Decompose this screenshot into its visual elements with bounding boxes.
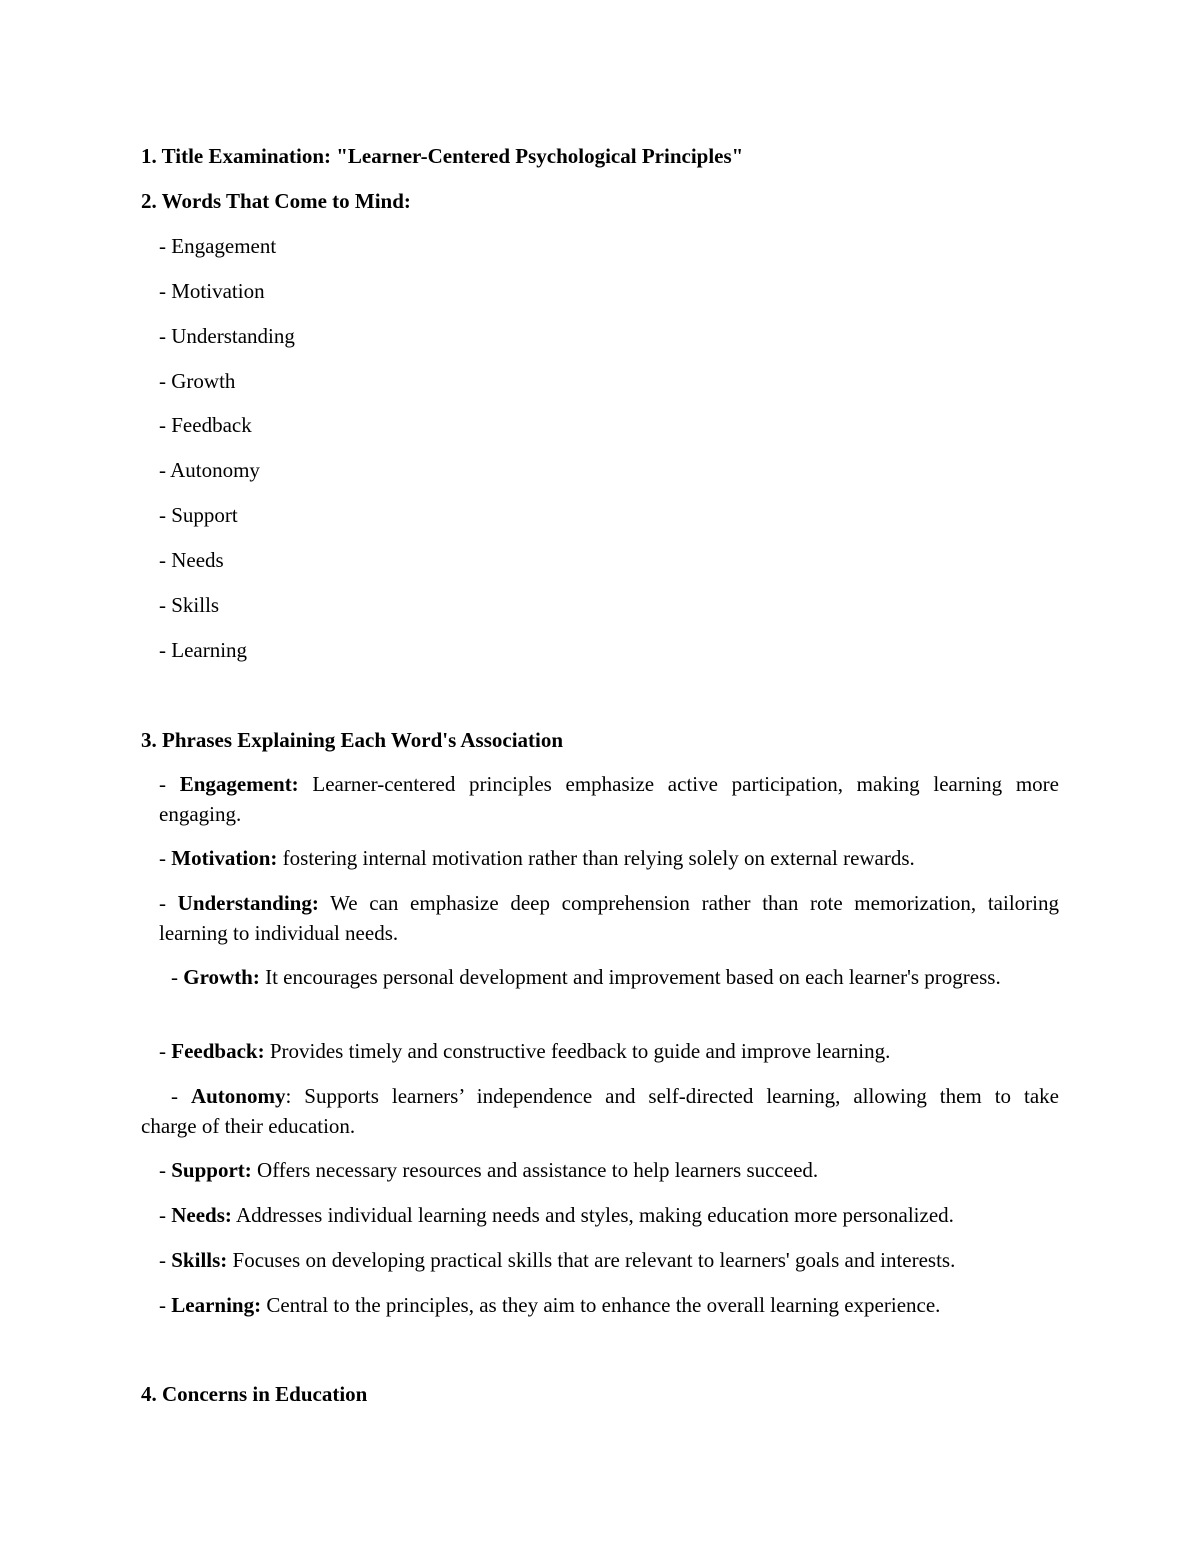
association-feedback (159, 1036, 1059, 1066)
association-skills (159, 1245, 1059, 1275)
association-term: Autonomy (190, 1084, 286, 1108)
association-needs (159, 1200, 1059, 1230)
association-text: Learner-centered principles emphasize active participation, making learning more engaging. (159, 772, 1059, 826)
association-growth (141, 962, 1059, 992)
association-learning (159, 1290, 1059, 1320)
association-engagement (159, 769, 1059, 829)
association-term: Needs: (171, 1203, 232, 1227)
association-term: Feedback: (171, 1039, 265, 1063)
association-prefix: - (159, 1039, 172, 1063)
list-item: - Growth (159, 369, 236, 393)
association-text: : Supports learners’ independence and self-directed learning, allowing them to take charge of their education. (141, 1084, 1096, 1138)
association-prefix: - (159, 1248, 172, 1272)
association-text: We can emphasize deep comprehension rather than rote memorization, tailoring learning to individual needs. (159, 891, 1059, 945)
association-prefix: - (159, 891, 178, 915)
list-item: - Understanding (159, 324, 295, 348)
association-term: Engagement: (179, 772, 299, 796)
list-item: - Motivation (159, 279, 265, 303)
list-item: - Learning (159, 638, 248, 662)
heading-phrases-association: 3. Phrases Explaining Each Word's Association (141, 728, 564, 752)
association-motivation (159, 843, 1059, 873)
association-term: Motivation: (171, 846, 278, 870)
association-text: It encourages personal development and improvement based on each learner's progress. (259, 965, 1001, 989)
association-term: Support: (171, 1158, 252, 1182)
list-item: - Engagement (159, 234, 277, 258)
association-text: Focuses on developing practical skills that are relevant to learners' goals and interests. (227, 1248, 956, 1272)
list-item: - Feedback (159, 413, 252, 437)
association-text: Provides timely and constructive feedback to guide and improve learning. (264, 1039, 891, 1063)
association-prefix: - (159, 1203, 172, 1227)
association-prefix: - (171, 965, 184, 989)
list-item: - Skills (159, 593, 220, 617)
association-prefix: - (159, 846, 172, 870)
association-term: Skills: (171, 1248, 228, 1272)
association-term: Understanding: (177, 891, 319, 915)
heading-title-examination: 1. Title Examination: "Learner-Centered Psychological Principles" (141, 144, 744, 168)
association-text: Addresses individual learning needs and styles, making education more personalized. (231, 1203, 954, 1227)
list-item: - Autonomy (159, 458, 260, 482)
association-text: Central to the principles, as they aim to enhance the overall learning experience. (261, 1293, 941, 1317)
association-prefix: - (159, 1293, 172, 1317)
association-term: Growth: (183, 965, 260, 989)
association-text: Offers necessary resources and assistance to help learners succeed. (251, 1158, 819, 1182)
association-prefix: - (159, 1158, 172, 1182)
association-understanding (159, 888, 1059, 948)
heading-words-that-come-to-mind: 2. Words That Come to Mind: (141, 189, 411, 213)
association-autonomy (141, 1081, 1096, 1141)
list-item: - Support (159, 503, 238, 527)
association-prefix: - (159, 772, 180, 796)
association-prefix: - (171, 1084, 191, 1108)
list-item: - Needs (159, 548, 224, 572)
association-term: Learning: (171, 1293, 262, 1317)
heading-concerns-in-education: 4. Concerns in Education (141, 1382, 368, 1406)
association-support (159, 1155, 1059, 1185)
association-text: fostering internal motivation rather than relying solely on external rewards. (277, 846, 915, 870)
